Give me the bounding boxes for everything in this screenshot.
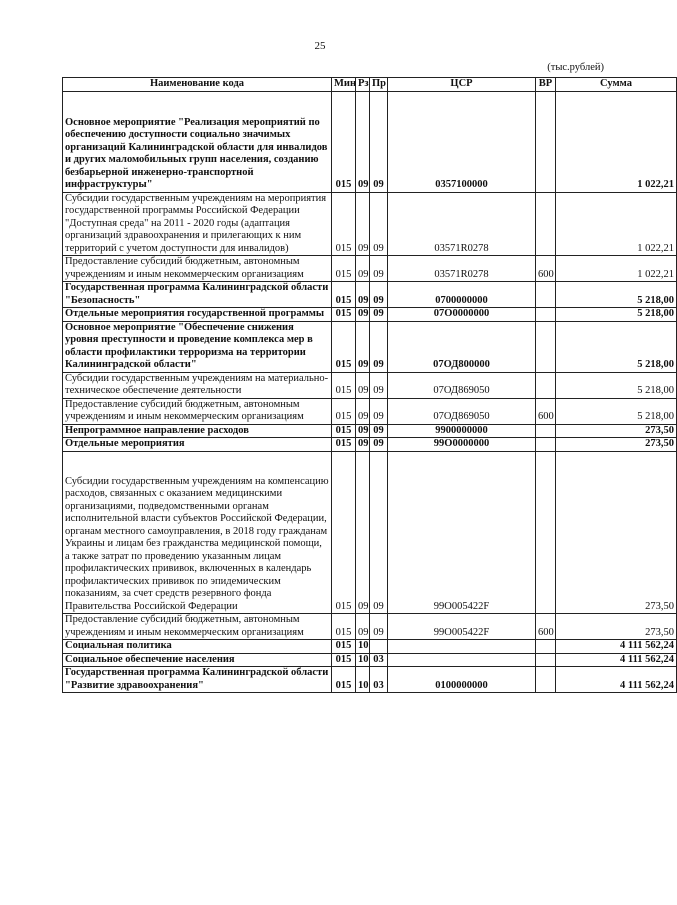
table-row (63, 451, 677, 614)
row-min: 015 (332, 667, 356, 693)
row-name: Субсидии государственным учреждениям на компенсацию расходов, связанных с оказанием медицинскими организациями, подведомственными органам исполнительной власти субъектов Российской Федерации, органам местного самоуправления, в 2018 году гражданам Украины и лицам без гражданства медицинской помощи, а также затрат по проведению указанным лицам профилактических прививок, включенных в календарь профилактических прививок по эпидемическим показаниям, за счет средств резервного фонда Правительства Российской Федерации (65, 475, 329, 612)
row-min: 015 (332, 398, 356, 424)
row-pr: 09 (370, 451, 388, 614)
table-row (63, 614, 677, 640)
row-pr: 09 (370, 91, 388, 192)
row-pr: 09 (370, 398, 388, 424)
row-sum: 5 218,00 (556, 398, 677, 424)
row-rz: 09 (356, 451, 370, 614)
row-sum: 5 218,00 (556, 308, 677, 322)
row-vr (536, 321, 556, 372)
row-csr: 99О005422F (388, 614, 536, 640)
row-sum: 5 218,00 (556, 372, 677, 398)
table-row (63, 438, 677, 452)
row-vr (536, 451, 556, 614)
row-name: Предоставление субсидий бюджетным, автономным учреждениям и иным некоммерческим организациям (63, 256, 332, 282)
row-csr: 0700000000 (388, 282, 536, 308)
row-rz: 09 (356, 321, 370, 372)
row-name: Субсидии государственным учреждениям на материально-техническое обеспечение деятельности (63, 372, 332, 398)
row-pr: 09 (370, 438, 388, 452)
row-sum: 5 218,00 (556, 321, 677, 372)
header-pr: Пр (370, 78, 388, 92)
table-row (63, 398, 677, 424)
table-row (63, 424, 677, 438)
header-rz: Рз (356, 78, 370, 92)
row-pr (370, 640, 388, 654)
row-rz: 09 (356, 256, 370, 282)
row-csr: 07ОД800000 (388, 321, 536, 372)
row-name: Субсидии государственным учреждениям на мероприятия государственной программы Российской Федерации "Доступная среда" на 2011 - 2020 годы (адаптация организаций здравоохранения и прилегающих к ним территорий с учетом доступности для инвалидов) (63, 192, 332, 256)
row-pr: 09 (370, 424, 388, 438)
row-name: Основное мероприятие "Реализация мероприятий по обеспечению доступности социально значимых организаций Калининградской области для инвалидов и других маломобильных групп населения, созданию безбарьерной инженерно-транспортной инфраструктуры" (65, 116, 328, 190)
row-min: 015 (332, 321, 356, 372)
row-min: 015 (332, 282, 356, 308)
row-min: 015 (332, 451, 356, 614)
row-min: 015 (332, 653, 356, 667)
table-row (63, 653, 677, 667)
table-row (63, 372, 677, 398)
row-rz: 09 (356, 91, 370, 192)
row-rz: 09 (356, 424, 370, 438)
row-rz: 09 (356, 308, 370, 322)
row-vr (536, 282, 556, 308)
table-header-row (63, 78, 677, 92)
row-sum: 273,50 (556, 451, 677, 614)
row-name: Отдельные мероприятия (63, 438, 332, 452)
row-pr: 09 (370, 614, 388, 640)
row-csr (388, 640, 536, 654)
budget-table (62, 77, 677, 693)
row-vr: 600 (536, 614, 556, 640)
row-vr (536, 667, 556, 693)
row-csr: 99О0000000 (388, 438, 536, 452)
row-csr: 9900000000 (388, 424, 536, 438)
header-vr: ВР (536, 78, 556, 92)
row-name: Отдельные мероприятия государственной программы (63, 308, 332, 322)
row-pr: 03 (370, 667, 388, 693)
row-min: 015 (332, 256, 356, 282)
row-rz: 09 (356, 438, 370, 452)
table-row (63, 192, 677, 256)
row-vr (536, 653, 556, 667)
row-vr (536, 372, 556, 398)
row-min: 015 (332, 91, 356, 192)
row-csr: 07О0000000 (388, 308, 536, 322)
table-row (63, 91, 677, 192)
row-sum: 273,50 (556, 424, 677, 438)
row-vr (536, 438, 556, 452)
units-label: (тыс.рублей) (547, 62, 604, 73)
row-min: 015 (332, 424, 356, 438)
row-sum: 1 022,21 (556, 91, 677, 192)
row-rz: 09 (356, 372, 370, 398)
row-pr: 09 (370, 321, 388, 372)
row-name: Социальная политика (63, 640, 332, 654)
row-rz: 09 (356, 398, 370, 424)
row-rz: 09 (356, 192, 370, 256)
header-min: Мин (332, 78, 356, 92)
row-csr: 0100000000 (388, 667, 536, 693)
row-name: Государственная программа Калининградской области "Безопасность" (63, 282, 332, 308)
row-csr: 03571R0278 (388, 192, 536, 256)
row-sum: 4 111 562,24 (556, 667, 677, 693)
row-min: 015 (332, 438, 356, 452)
table-row (63, 256, 677, 282)
row-name: Социальное обеспечение населения (63, 653, 332, 667)
table-row (63, 667, 677, 693)
row-min: 015 (332, 308, 356, 322)
row-pr: 03 (370, 653, 388, 667)
row-sum: 273,50 (556, 438, 677, 452)
row-vr (536, 308, 556, 322)
row-min: 015 (332, 640, 356, 654)
row-rz: 10 (356, 667, 370, 693)
page-number: 25 (314, 40, 326, 52)
row-min: 015 (332, 372, 356, 398)
table-row (63, 308, 677, 322)
row-rz: 10 (356, 653, 370, 667)
row-sum: 273,50 (556, 614, 677, 640)
row-pr: 09 (370, 308, 388, 322)
row-name: Непрограммное направление расходов (63, 424, 332, 438)
table-row (63, 640, 677, 654)
row-sum: 1 022,21 (556, 192, 677, 256)
row-vr: 600 (536, 256, 556, 282)
row-min: 015 (332, 614, 356, 640)
row-csr: 03571R0278 (388, 256, 536, 282)
row-csr: 99О005422F (388, 451, 536, 614)
row-csr (388, 653, 536, 667)
row-sum: 1 022,21 (556, 256, 677, 282)
row-rz: 09 (356, 614, 370, 640)
row-name: Предоставление субсидий бюджетным, автономным учреждениям и иным некоммерческим организациям (63, 398, 332, 424)
row-pr: 09 (370, 256, 388, 282)
row-sum: 4 111 562,24 (556, 653, 677, 667)
row-name: Предоставление субсидий бюджетным, автономным учреждениям и иным некоммерческим организациям (63, 614, 332, 640)
row-csr: 07ОД869050 (388, 398, 536, 424)
row-csr: 07ОД869050 (388, 372, 536, 398)
row-name: Государственная программа Калининградской области "Развитие здравоохранения" (63, 667, 332, 693)
header-csr: ЦСР (388, 78, 536, 92)
row-sum: 5 218,00 (556, 282, 677, 308)
header-name: Наименование кода (63, 78, 332, 92)
row-rz: 10 (356, 640, 370, 654)
table-row (63, 282, 677, 308)
row-rz: 09 (356, 282, 370, 308)
row-vr (536, 424, 556, 438)
header-sum: Сумма (556, 78, 677, 92)
row-vr (536, 91, 556, 192)
row-min: 015 (332, 192, 356, 256)
row-vr (536, 192, 556, 256)
row-pr: 09 (370, 282, 388, 308)
row-sum: 4 111 562,24 (556, 640, 677, 654)
row-name: Основное мероприятие "Обеспечение снижения уровня преступности и проведение комплекса мер в области профилактики терроризма на территории Калининградской области" (63, 321, 332, 372)
row-csr: 0357100000 (388, 91, 536, 192)
row-vr: 600 (536, 398, 556, 424)
row-vr (536, 640, 556, 654)
row-pr: 09 (370, 372, 388, 398)
row-pr: 09 (370, 192, 388, 256)
table-row (63, 321, 677, 372)
